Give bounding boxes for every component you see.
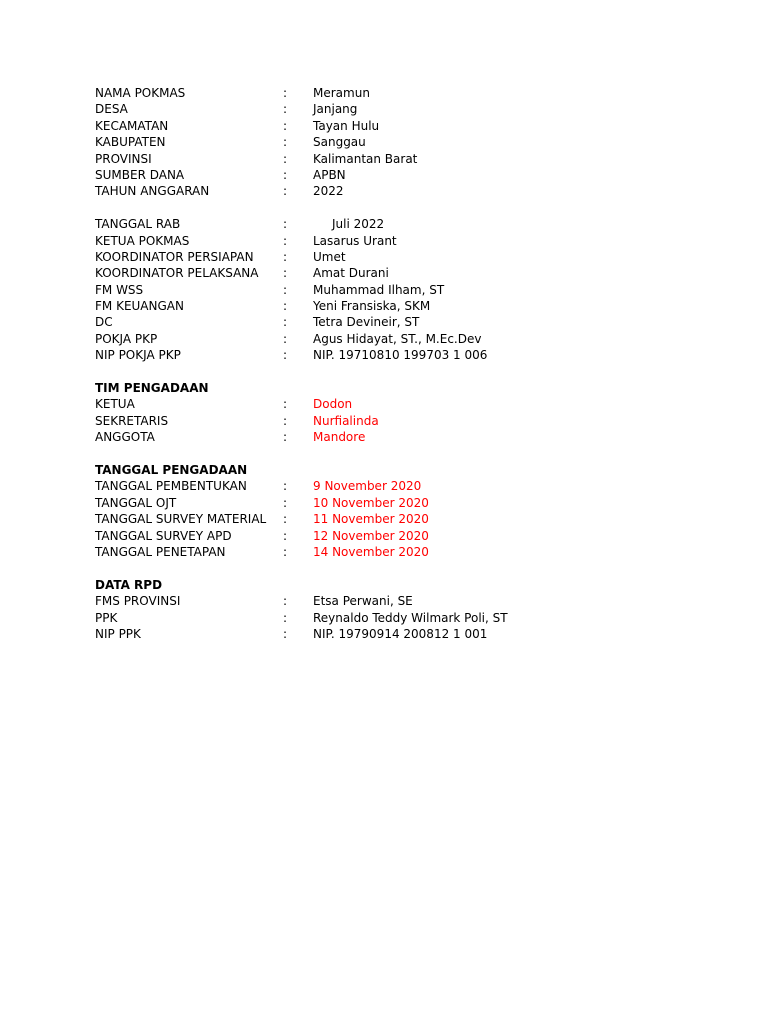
- field-separator: :: [283, 331, 288, 346]
- field-value: Nurfialinda: [313, 413, 379, 428]
- field-label: ANGGOTA: [95, 430, 155, 445]
- field-value: Tayan Hulu: [313, 118, 380, 133]
- field-label: PPK: [95, 610, 118, 625]
- field-label: FM WSS: [95, 282, 144, 297]
- field-row-kabupaten: [0, 134, 768, 150]
- field-label: SUMBER DANA: [95, 167, 185, 182]
- section-data-rpd: [0, 577, 768, 643]
- field-row-koordinator-persiapan: [0, 249, 768, 265]
- field-row-nip-ppk: [0, 626, 768, 642]
- field-label: KECAMATAN: [95, 118, 169, 133]
- field-row-tanggal-pembentukan: [0, 478, 768, 494]
- field-separator: :: [283, 512, 288, 527]
- field-separator: :: [283, 217, 288, 232]
- field-separator: :: [283, 315, 288, 330]
- section-tanggal-pengadaan: [0, 462, 768, 560]
- field-label: KABUPATEN: [95, 135, 166, 150]
- field-separator: :: [283, 135, 288, 150]
- field-label: TANGGAL RAB: [95, 217, 181, 232]
- field-separator: :: [283, 413, 288, 428]
- field-value: 12 November 2020: [313, 528, 429, 543]
- field-separator: :: [283, 167, 288, 182]
- field-row-tanggal-survey-apd: [0, 528, 768, 544]
- field-separator: :: [283, 266, 288, 281]
- field-label: NIP PPK: [95, 626, 141, 641]
- section-0: [0, 85, 768, 200]
- field-value: 14 November 2020: [313, 544, 429, 559]
- field-row-kecamatan: [0, 118, 768, 134]
- field-label: FM KEUANGAN: [95, 299, 184, 314]
- field-value: NIP. 19710810 199703 1 006: [313, 348, 488, 363]
- field-value: Meramun: [313, 86, 370, 100]
- field-row-pokja-pkp: [0, 331, 768, 347]
- field-value: Mandore: [313, 430, 366, 445]
- section-spacer: [0, 200, 768, 216]
- field-row-nip-pokja-pkp: [0, 347, 768, 363]
- field-separator: :: [283, 626, 288, 641]
- field-separator: :: [283, 282, 288, 297]
- field-separator: :: [283, 348, 288, 363]
- field-row-sumber-dana: [0, 167, 768, 183]
- field-label: TAHUN ANGGARAN: [95, 184, 210, 199]
- field-value: Amat Durani: [313, 266, 389, 281]
- field-value: Lasarus Urant: [313, 233, 397, 248]
- field-separator: :: [283, 544, 288, 559]
- section-heading-row: [0, 462, 768, 478]
- field-value: Muhammad Ilham, ST: [313, 282, 445, 297]
- field-row-fm-wss: [0, 282, 768, 298]
- field-value: Agus Hidayat, ST., M.Ec.Dev: [313, 331, 482, 346]
- field-separator: :: [283, 233, 288, 248]
- field-value: Etsa Perwani, SE: [313, 594, 413, 609]
- field-value: Sanggau: [313, 135, 366, 150]
- field-label: KOORDINATOR PELAKSANA: [95, 266, 259, 281]
- field-separator: :: [283, 479, 288, 494]
- field-value: Umet: [313, 249, 346, 264]
- field-value: NIP. 19790914 200812 1 001: [313, 626, 488, 641]
- section-heading: TANGGAL PENGADAAN: [95, 462, 248, 477]
- field-value: Reynaldo Teddy Wilmark Poli, ST: [313, 610, 508, 625]
- field-value: Juli 2022: [332, 217, 385, 232]
- field-label: TANGGAL SURVEY MATERIAL: [95, 512, 267, 527]
- field-row-fms-provinsi: [0, 593, 768, 609]
- field-value: 2022: [313, 184, 344, 199]
- field-separator: :: [283, 86, 288, 100]
- section-heading: TIM PENGADAAN: [95, 381, 209, 396]
- field-label: FMS PROVINSI: [95, 594, 181, 609]
- field-label: KETUA: [95, 397, 135, 412]
- field-row-tanggal-penetapan: [0, 544, 768, 560]
- field-label: PROVINSI: [95, 151, 152, 166]
- field-row-desa: [0, 101, 768, 117]
- field-row-nama-pokmas: [0, 85, 768, 101]
- field-label: SEKRETARIS: [95, 413, 169, 428]
- field-label: KOORDINATOR PERSIAPAN: [95, 249, 254, 264]
- field-row-tanggal-survey-material: [0, 511, 768, 527]
- field-separator: :: [283, 184, 288, 199]
- field-value: Yeni Fransiska, SKM: [313, 299, 431, 314]
- field-value: APBN: [313, 167, 346, 182]
- field-separator: :: [283, 594, 288, 609]
- field-separator: :: [283, 528, 288, 543]
- field-label: TANGGAL SURVEY APD: [95, 528, 232, 543]
- section-spacer: [0, 364, 768, 380]
- field-row-sekretaris: [0, 413, 768, 429]
- section-tim-pengadaan: [0, 380, 768, 446]
- field-separator: :: [283, 397, 288, 412]
- field-row-anggota: [0, 429, 768, 445]
- field-label: TANGGAL PENETAPAN: [95, 544, 226, 559]
- field-label: NIP POKJA PKP: [95, 348, 181, 363]
- document-sheet: [0, 85, 768, 642]
- section-heading-row: [0, 380, 768, 396]
- field-label: DC: [95, 315, 113, 330]
- section-1: [0, 216, 768, 364]
- section-spacer: [0, 560, 768, 576]
- field-label: NAMA POKMAS: [95, 86, 186, 100]
- field-separator: :: [283, 495, 288, 510]
- section-spacer: [0, 446, 768, 462]
- field-value: 11 November 2020: [313, 512, 429, 527]
- field-separator: :: [283, 118, 288, 133]
- field-row-ketua-pokmas: [0, 233, 768, 249]
- field-row-dc: [0, 314, 768, 330]
- field-label: DESA: [95, 102, 128, 117]
- field-separator: :: [283, 610, 288, 625]
- field-row-provinsi: [0, 151, 768, 167]
- field-row-tanggal-rab: [0, 216, 768, 232]
- field-value: 10 November 2020: [313, 495, 429, 510]
- field-row-tahun-anggaran: [0, 183, 768, 199]
- field-value: 9 November 2020: [313, 479, 422, 494]
- field-separator: :: [283, 430, 288, 445]
- field-separator: :: [283, 151, 288, 166]
- field-label: TANGGAL OJT: [95, 495, 177, 510]
- section-heading: DATA RPD: [95, 577, 163, 592]
- field-label: POKJA PKP: [95, 331, 158, 346]
- field-value: Dodon: [313, 397, 353, 412]
- field-separator: :: [283, 299, 288, 314]
- field-row-koordinator-pelaksana: [0, 265, 768, 281]
- field-value: Tetra Devineir, ST: [313, 315, 420, 330]
- field-label: KETUA POKMAS: [95, 233, 190, 248]
- field-label: TANGGAL PEMBENTUKAN: [95, 479, 247, 494]
- field-row-tanggal-ojt: [0, 495, 768, 511]
- section-heading-row: [0, 577, 768, 593]
- field-row-ketua: [0, 396, 768, 412]
- field-row-ppk: [0, 610, 768, 626]
- field-separator: :: [283, 249, 288, 264]
- field-value: Janjang: [313, 102, 358, 117]
- field-separator: :: [283, 102, 288, 117]
- field-value: Kalimantan Barat: [313, 151, 418, 166]
- field-row-fm-keuangan: [0, 298, 768, 314]
